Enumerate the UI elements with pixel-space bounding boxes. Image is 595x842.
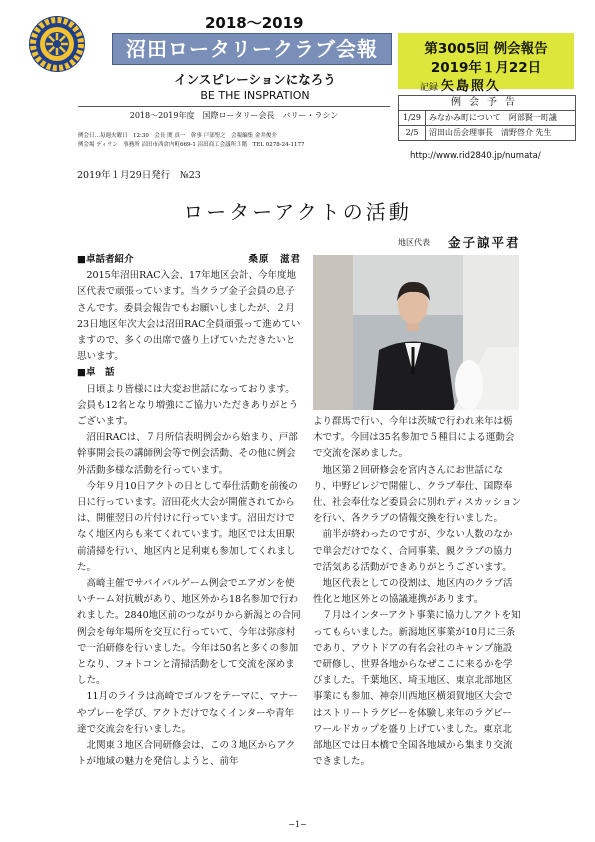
paragraph: 地区第２回研修会を宮内さんにお世話になり、中野ビレジで開催し、クラブ奉仕、国際奉仕、社会奉仕など委員会に別れディスカッションを行い、各クラブの情報交換を行いました。 [313, 464, 521, 525]
theme-en: BE THE INSPRATION [200, 89, 310, 102]
issue-line: 2019年１月29日発行 №23 [77, 170, 201, 181]
report-number: 第3005回 例会報告 [424, 41, 548, 57]
club-banner: 沼田ロータリークラブ会報 [112, 33, 392, 65]
schedule-title: 例会予告 [399, 96, 575, 111]
talk-heading: ■卓 話 [77, 367, 115, 379]
rotary-logo-icon [27, 14, 87, 74]
page-number: −1− [288, 820, 307, 829]
paragraph: 沼田RACは、７月所信表明例会から始まり、戸部幹事開会長の講師例会等で例会活動、その他に例会外活動多様な活動を行っています。 [77, 432, 298, 476]
report-date: 2019年１月22日 [430, 60, 542, 76]
paragraph: 北関東３地区合同研修会は、この３地区からアクトが地域の魅力を発信しようと、前年 [77, 740, 296, 768]
recorder [420, 75, 501, 94]
president-line: 2018～2019年度 国際ロータリー会長 バリー・ラシン [129, 111, 339, 120]
schedule-text: みなかみ町について 阿部賢一町議 [429, 113, 557, 122]
article-title: ローターアクトの活動 [183, 200, 412, 224]
schedule-text: 沼田山岳会理事長 清野啓介 先生 [429, 128, 552, 137]
paragraph: 2015年沼田RAC入会、17年地区会計、今年度地区代表で頑張っています。当クラブ金子会員の息子さんです。委員会報告でもお願いしましたが、２月23日地区年次大会は沼田RAC全員頑張って進めていますので、多くの出席で盛り上げていただきたいと思います。 [77, 270, 301, 363]
paragraph: 日頃より皆様には大変お世話になっております。会員も12名となり増強にご協力いただきありがとうございます。 [77, 383, 299, 428]
paragraph: 地区代表としての役割は、地区内のクラブ活性化と地区外との協議連携があります。 [313, 578, 513, 606]
paragraph: より群馬で行い、今年は茨城で行われ来年は栃木です。今回は35名参加で５種目による運動会で交流を深めました。 [313, 416, 515, 460]
website-url[interactable]: http://www.rid2840.jp/numata/ [410, 151, 541, 161]
paragraph: 高崎主催でサバイバルゲーム例会でエアガンを使いチーム対抗戦があり、地区外から18名参加で行われました。2840地区前のつながりから新潟との合同例会を毎年場所を交互に行っていて、今年は弥彦村で一泊研修を行いました。今年は50名と多くの参加となり、フォトコンと清掃活動をして交流を深めました。 [77, 578, 301, 687]
club-info-line-1: 例会日…毎週火曜日 12:30 会長 関 真一 幹事 戸部聖之 会報編集 金井俊介 [78, 133, 277, 139]
schedule-row [399, 111, 575, 126]
paragraph: 前半が終わったのですが、少ない人数のなかで単会だけでなく、合同事業、親クラブの協力で活気ある活動ができありがとうございます。 [313, 529, 513, 573]
speaker-name: 金子諒平君 [448, 235, 521, 250]
theme-ja: インスピレーションになろう [174, 72, 336, 87]
recorder-label: 記録 [420, 83, 439, 93]
speaker-photo [313, 255, 519, 410]
speaker-role: 地区代表 [398, 238, 430, 247]
paragraph: 11月のライラは高崎でゴルフをテーマに、マナーやプレーを学び、アクトだけでなくインターや青年達で交流会を行いました。 [77, 691, 298, 735]
recorder-name: 矢島照久 [440, 79, 501, 94]
article-column-right [313, 414, 521, 770]
club-info-line-2: 例会場 ディラン 事務所 沼田市西倉内町669-1 沼田商工会議所３階 TEL 0278-24-1177 [78, 142, 305, 148]
intro-person: 桑原 滋君 [248, 254, 301, 265]
article-column-left [77, 252, 301, 771]
year-range: 2018～2019 [205, 14, 304, 32]
schedule-date: 1/29 [399, 111, 426, 125]
schedule-date: 2/5 [399, 126, 426, 140]
schedule-row [399, 126, 575, 140]
intro-heading: ■卓話者紹介 [77, 254, 134, 265]
intro-heading-row [77, 252, 301, 268]
header-divider [78, 106, 390, 107]
schedule-box [398, 95, 576, 141]
paragraph: 今年９月10日アクトの日として奉仕活動を前後の日に行っています。沼田花火大会が開催されてからは、開催翌日の片付けに行っています。沼田だけでなく地区内らも来てくれています。地区では太田駅前清掃を行い、地区内と足利東も参加してくれました。 [77, 480, 298, 573]
paragraph: ７月はインターアクト事業に協力しアクトを知ってもらいました。新潟地区事業が10月に三条であり、アウトドアの有名会社のキャンプ施設で研修し、世界各地からなぜここに来るかを学びました。千葉地区、埼玉地区、東京北部地区事業にも参加、神奈川西地区横須賀地区大会ではストリートラグビーを体験し来年のラグビーワールドカップを盛り上げていました。東京北部地区では日本橋で全国各地域から集まり交流できました。 [313, 610, 521, 768]
